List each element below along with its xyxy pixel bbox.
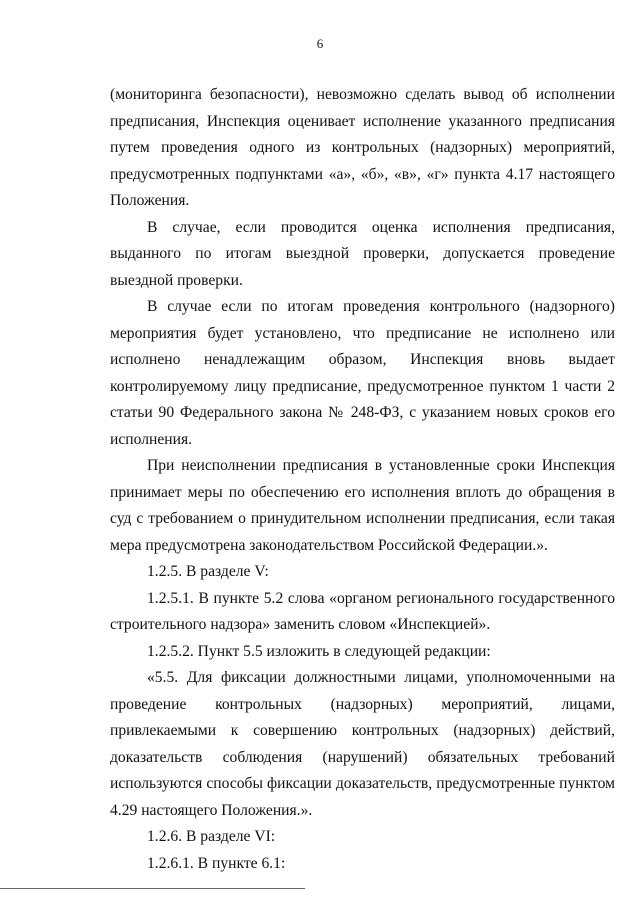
page-number: 6 (316, 36, 324, 51)
paragraph-item-1-2-5-1: 1.2.5.1. В пункте 5.2 слова «органом регионального государственного строительного надзора» заменить словом «Инспекцией». (110, 589, 615, 633)
paragraph-reissue-order: В случае если по итогам проведения контрольного (надзорного) мероприятия будет установлено, что предписание не исполнено или исполнено ненадлежащим образом, Инспекция вновь выдает контролируемому лицу предписание, предусмотренное пунктом 1 части 2 статьи 90 Федерального закона № 248-ФЗ, с указанием новых сроков его исполнения. (110, 298, 615, 448)
paragraph-non-execution-measures: При неисполнении предписания в установленные сроки Инспекция принимает меры по обеспечению его исполнения вплоть до обращения в суд с требованием о принудительном исполнении предписания, если такая мера предусмотрена законодательством Российской Федерации.». (110, 457, 615, 554)
paragraph-section-v-heading: 1.2.5. В разделе V: (147, 563, 269, 580)
footer-divider (0, 888, 305, 889)
paragraph-item-5-5-text: «5.5. Для фиксации должностными лицами, уполномоченными на проведение контрольных (надзорных) мероприятий, лицами, привлекаемыми к совершению контрольных (надзорных) действий, доказательств соблюдения (нарушений) обязательных требований используются способы фиксации доказательств, предусмотренные пунктом 4.29 настоящего Положения.». (110, 669, 615, 819)
paragraph-onsite-inspection: В случае, если проводится оценка исполнения предписания, выданного по итогам выездной проверки, допускается проведение выездной проверки. (110, 218, 615, 289)
paragraph-item-1-2-6-1: 1.2.6.1. В пункте 6.1: (147, 854, 286, 872)
document-body (110, 82, 615, 877)
paragraph-section-vi-heading: 1.2.6. В разделе VI: (147, 828, 276, 845)
paragraph-monitoring-continuation: (мониторинга безопасности), невозможно сделать вывод об исполнении предписания, Инспекция оценивает исполнение указанного предписания путем проведения одного из контрольных (надзорных) мероприятий, предусмотренных подпунктами «а», «б», «в», «г» пункта 4.17 настоящего Положения. (110, 86, 615, 209)
paragraph-item-1-2-5-2: 1.2.5.2. Пункт 5.5 изложить в следующей редакции: (147, 642, 491, 660)
